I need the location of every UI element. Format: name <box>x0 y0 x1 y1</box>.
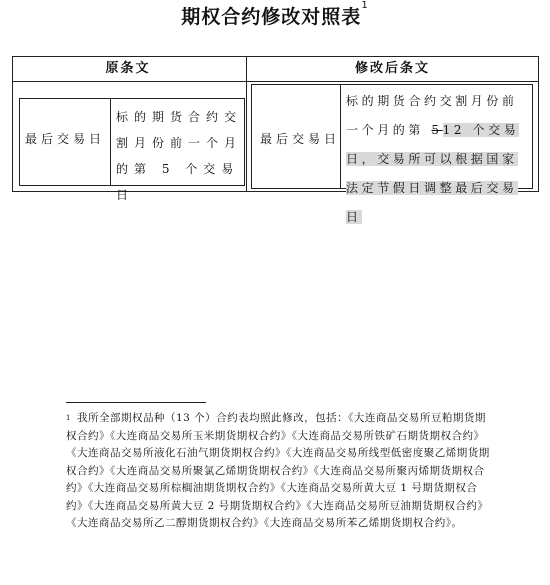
revised-text-unchanged: 标的期货合约交割月份前一个月的第 <box>346 94 518 137</box>
table-right-border <box>538 56 539 192</box>
inner-right-left <box>251 84 252 189</box>
footnote-text: 我所全部期权品种（13 个）合约表均照此修改，包括：《大连商品交易所豆粕期货期权合约》《大连商品交易所玉米期货期权合约》《大连商品交易所铁矿石期货期权合约》《大连商品交易所液化石油气期货期权合约》《大连商品交易所线型低密度聚乙烯期货期权合约》《大连商品交易所聚氯乙烯期货期权合约》《大连商品交易所聚丙烯期货期权合约》《大连商品交易所棕榈油期货期权合约》《大连商品交易所黄大豆 1 号期货期权合约》《大连商品交易所黄大豆 2 号期货期权合约》《大连商品交易所豆油期货期权合约》《大连商品交易所乙二醇期货期权合约》《大连商品交易所苯乙烯期货期权合约》。 <box>66 412 490 529</box>
header-revised: 修改后条文 <box>354 61 430 76</box>
inner-left-top <box>19 98 244 99</box>
title-footnote-mark: 1 <box>361 0 369 11</box>
footnote <box>66 410 490 533</box>
inner-right-right <box>532 84 533 189</box>
revised-text <box>346 87 532 232</box>
table-header-divider <box>12 81 538 82</box>
original-label: 最后交易日 <box>24 132 105 146</box>
footnote-separator <box>66 402 206 403</box>
footnote-mark: 1 <box>66 414 71 422</box>
revised-text-deleted: 5 <box>431 123 443 137</box>
original-text: 标的期货合约交割月份前一个月的第 5 个交易日 <box>116 110 243 202</box>
inner-left-divider <box>110 98 111 186</box>
header-original: 原条文 <box>105 61 151 76</box>
revised-text-inserted: 12 个交易日，交易所可以根据国家法定节假日调整最后交易日 <box>346 123 520 224</box>
inner-left-left <box>19 98 20 186</box>
document-title: 期权合约修改对照表$^1$ <box>181 0 369 28</box>
inner-right-top <box>251 84 532 85</box>
revised-label: 最后交易日 <box>259 132 340 146</box>
inner-left-right <box>244 98 245 186</box>
